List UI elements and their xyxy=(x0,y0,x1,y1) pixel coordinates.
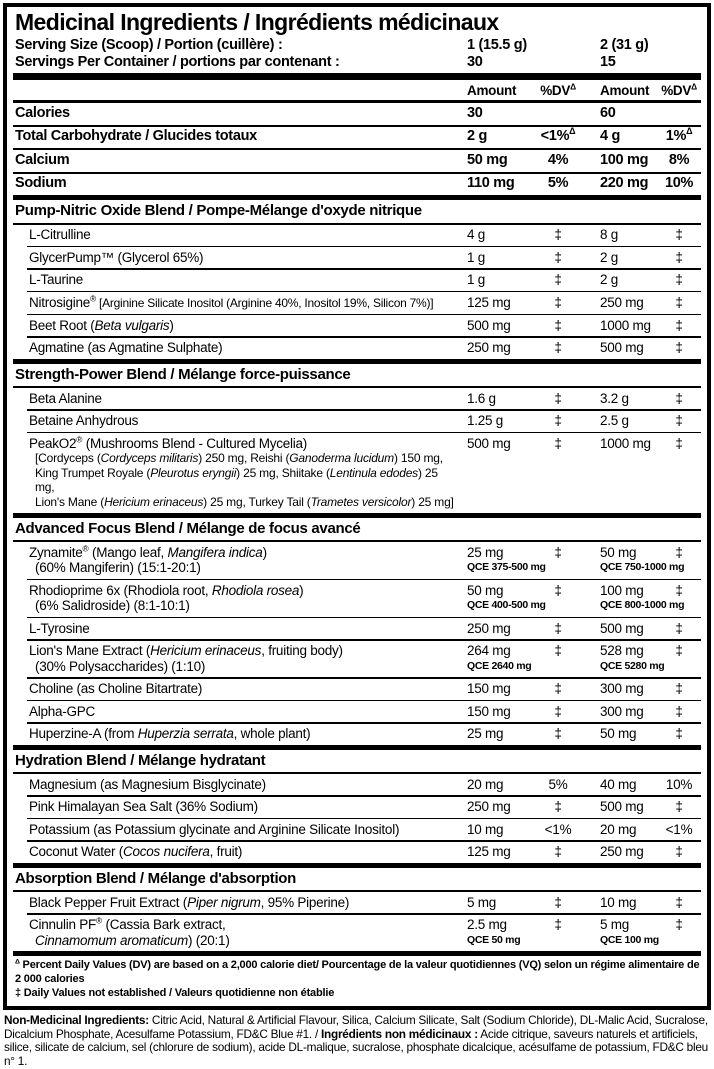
text-segment: L-Taurine xyxy=(29,272,84,288)
dv-cell-1: ‡ xyxy=(554,620,562,636)
text-segment: ) 250 mg, Reishi ( xyxy=(198,451,290,466)
ingredient-name xyxy=(29,822,457,838)
ingredient-row xyxy=(13,679,701,700)
ingredient-row xyxy=(13,411,701,432)
serving-value-1: 1 (15.5 g) xyxy=(467,36,527,53)
ingredient-name xyxy=(29,895,457,911)
ingredient-label xyxy=(13,340,457,356)
text-segment: L-Tyrosine xyxy=(29,620,90,636)
dv-cell-1 xyxy=(525,126,591,145)
dv-cell-2: ‡ xyxy=(675,249,683,265)
text-segment: [Arginine Silicate Inositol (Arginine 40%, Inositol 19%, Silicon 7%)] xyxy=(95,295,434,310)
text-segment: L-Citrulline xyxy=(29,227,91,243)
ingredient-name xyxy=(29,777,457,793)
ingredient-row xyxy=(13,892,701,913)
text-segment: ) xyxy=(169,317,174,333)
ingredient-name xyxy=(29,621,457,637)
amount-cell-1: 30 xyxy=(467,104,483,121)
dv-cell-1: ‡ xyxy=(554,272,562,288)
non-medicinal-heading: Non-Medicinal Ingredients: xyxy=(4,1012,149,1027)
text-segment: Trametes versicolor xyxy=(310,495,412,509)
ingredient-label xyxy=(13,413,457,429)
text-segment: Lion's Mane Extract ( xyxy=(29,643,151,659)
amount-cell-1: 25 mg QCE 375-500 mg xyxy=(467,544,546,574)
text-segment: GlycerPump™ (Glycerol 65%) xyxy=(29,249,204,265)
amount-cell-2: 60 xyxy=(600,104,616,121)
text-segment: , whole plant) xyxy=(233,726,311,742)
ingredient-row xyxy=(13,842,701,863)
amount-cell-2: 20 mg xyxy=(600,821,637,837)
dv-cell-2: ‡ xyxy=(675,435,683,451)
text-segment: Pink Himalayan Sea Salt (36% Sodium) xyxy=(29,799,258,815)
nutrient-label xyxy=(13,153,457,169)
amount-cell-1: 500 mg xyxy=(467,317,511,333)
serving-value-2: 2 (31 g) xyxy=(600,36,649,53)
text-segment: Coconut Water ( xyxy=(29,844,124,860)
ingredient-label xyxy=(13,436,457,510)
amount-cell-2: 2 g xyxy=(600,249,619,265)
serving-value-2: 15 xyxy=(600,53,616,70)
dv-cell-1: ‡ xyxy=(554,435,562,451)
footnote-line xyxy=(15,959,701,987)
nutrient-row xyxy=(13,127,701,148)
dv-cell-1: ‡ xyxy=(554,317,562,333)
ingredient-label xyxy=(13,621,457,637)
dv-cell-2: <1% xyxy=(665,821,693,837)
non-medicinal-body: Acide citrique, saveurs naturels et artificiels, silice, silicate de calcium, sel (chlorure de sodium), acide DL-malique, sucralose, phosphate dicalcique, acésulfame de potassium, FD&C bleu n° 1. xyxy=(4,1026,708,1069)
text-segment: Betaine Anhydrous xyxy=(29,413,139,429)
ingredient-label xyxy=(13,726,457,742)
ingredient-name xyxy=(29,227,457,243)
ingredient-sub-line xyxy=(29,451,457,466)
text-segment: Cinnamomum aromaticum xyxy=(35,932,189,948)
amount-cell-1: 1 g xyxy=(467,249,486,265)
amount-cell-1: 110 mg xyxy=(467,175,515,192)
amount-cell-1: 2 g xyxy=(467,128,488,145)
nutrient-label xyxy=(13,176,457,192)
non-medicinal-heading: Ingrédients non médicinaux : xyxy=(321,1026,478,1041)
text-segment: Rhodiola rosea xyxy=(211,582,300,598)
text-segment: Zynamite xyxy=(29,544,83,560)
text-segment: Lion's Mane ( xyxy=(35,495,105,509)
blend-header: Pump-Nitric Oxide Blend / Pompe-Mélange d'oxyde nitrique xyxy=(13,200,701,225)
ingredient-row xyxy=(13,433,701,513)
text-segment: Beet Root ( xyxy=(29,317,95,333)
footnote-line xyxy=(15,987,701,1001)
amount-cell-2: 528 mg QCE 5280 mg xyxy=(600,643,665,672)
ingredient-row xyxy=(13,247,701,268)
ingredient-name xyxy=(29,340,457,356)
amount-cell-1: 250 mg xyxy=(467,340,511,356)
text-segment: ) (20:1) xyxy=(188,932,230,948)
ingredient-row xyxy=(13,618,701,639)
amount-cell-2: 2.5 g xyxy=(600,413,629,429)
ingredient-name xyxy=(29,413,457,429)
dv-cell-1: ‡ xyxy=(554,249,562,265)
text-segment: (Cassia Bark extract, xyxy=(101,917,226,933)
ingredient-name xyxy=(29,799,457,815)
dv-cell-1: ‡ xyxy=(554,413,562,429)
ingredient-name-line2 xyxy=(29,659,457,675)
blend-header: Hydration Blend / Mélange hydratant xyxy=(13,750,701,775)
text-segment: Huperzia serrata xyxy=(137,726,234,742)
text-segment: ® xyxy=(76,434,83,445)
ingredient-row xyxy=(13,270,701,291)
amount-cell-2: 100 mg QCE 800-1000 mg xyxy=(600,582,685,612)
dv-cell-2: ‡ xyxy=(675,544,683,560)
dv-cell-2: ‡ xyxy=(675,413,683,429)
text-segment: ) xyxy=(262,544,267,560)
text-segment: Ganoderma lucidum xyxy=(289,451,394,466)
amount-cell-1: 1 g xyxy=(467,272,486,288)
dv-cell-2: 8% xyxy=(668,151,690,168)
amount-cell-2: 250 mg xyxy=(600,294,644,310)
text-segment: Piper nigrum xyxy=(187,894,261,910)
ingredient-label xyxy=(13,799,457,815)
amount-cell-1: 50 mg QCE 400-500 mg xyxy=(467,582,546,612)
dv-cell-2: ‡ xyxy=(675,681,683,697)
amount-cell-1: 20 mg xyxy=(467,776,504,792)
text-segment: (Mango leaf, xyxy=(88,544,168,560)
text-segment: King Trumpet Royale ( xyxy=(35,465,151,480)
amount-cell-2: 4 g xyxy=(600,128,621,145)
text-segment: Nitrosigine xyxy=(29,294,91,310)
ingredient-label xyxy=(13,583,457,614)
ingredient-label xyxy=(13,681,457,697)
ingredient-label xyxy=(13,318,457,334)
ingredient-row xyxy=(13,338,701,359)
qce-note-2: QCE 800-1000 mg xyxy=(600,599,685,612)
dv-cell-1: ‡ xyxy=(554,799,562,815)
dv-cell-1: ‡ xyxy=(554,390,562,406)
dv-cell-2: ‡ xyxy=(675,620,683,636)
amount-cell-2: 250 mg xyxy=(600,844,644,860)
ingredient-name xyxy=(29,545,457,561)
text-segment: ) 25 mg, Shiitake ( xyxy=(236,465,330,480)
amount-cell-2: 1000 mg xyxy=(600,317,651,333)
text-segment: Calories xyxy=(15,104,70,121)
ingredient-name xyxy=(29,726,457,742)
amount-cell-2: 300 mg xyxy=(600,703,644,719)
nutrient-row xyxy=(13,174,701,195)
dv-cell-1: ‡ xyxy=(554,844,562,860)
qce-note-2: QCE 100 mg xyxy=(600,933,659,946)
ingredient-name-line2 xyxy=(29,560,457,576)
text-segment: Agmatine (as Agmatine Sulphate) xyxy=(29,340,223,356)
ingredient-label xyxy=(13,545,457,576)
text-segment: ) 25 mg, xyxy=(35,465,438,495)
ingredient-label xyxy=(13,643,457,674)
text-segment: Potassium (as Potassium glycinate and Arginine Silicate Inositol) xyxy=(29,821,400,837)
serving-info xyxy=(13,37,701,71)
ingredient-row xyxy=(13,641,701,678)
text-segment: ) 25 mg, Turkey Tail ( xyxy=(203,495,311,509)
ingredient-row xyxy=(13,724,701,745)
text-segment: (6% Salidroside) (8:1-10:1) xyxy=(35,598,190,614)
dv-cell-2: 10% xyxy=(664,175,694,192)
serving-label: Servings Per Container / portions par contenant : xyxy=(15,53,340,70)
text-segment: ) 25 mg] xyxy=(411,495,454,509)
amount-cell-2: 300 mg xyxy=(600,681,644,697)
ingredient-label xyxy=(13,777,457,793)
dv-cell-1: 4% xyxy=(547,151,569,168)
dv-cell-2 xyxy=(653,126,701,145)
macro-nutrient-rows xyxy=(13,103,701,195)
serving-label: Serving Size (Scoop) / Portion (cuillère) : xyxy=(15,36,283,53)
dv-cell-2: ‡ xyxy=(675,917,683,933)
dv-cell-2: ‡ xyxy=(675,227,683,243)
ingredient-name-line2 xyxy=(29,933,457,949)
text-segment: Pleurotus eryngii xyxy=(150,465,237,480)
ingredient-label xyxy=(13,917,457,948)
footnotes xyxy=(13,956,701,1001)
dv-cell-1: ‡ xyxy=(554,703,562,719)
ingredient-row xyxy=(13,542,701,579)
dv-cell-1: ‡ xyxy=(554,894,562,910)
column-header-row xyxy=(13,80,701,100)
text-segment: Choline (as Choline Bitartrate) xyxy=(29,681,203,697)
dv-cell-1: 5% xyxy=(548,776,568,792)
amount-cell-2: 500 mg xyxy=(600,340,644,356)
text-segment: Beta vulgaris xyxy=(94,317,170,333)
amount-cell-2: 10 mg xyxy=(600,894,637,910)
amount-cell-1: 2.5 mg QCE 50 mg xyxy=(457,917,525,946)
ingredient-name xyxy=(29,318,457,334)
ingredient-name xyxy=(29,391,457,407)
amount-cell-1: 500 mg xyxy=(467,435,511,451)
amount-cell-2: 8 g xyxy=(600,227,619,243)
amount-cell-2: 2 g xyxy=(600,272,619,288)
dv-cell-1: 5% xyxy=(547,175,569,192)
text-segment: ) xyxy=(299,582,304,598)
text-segment: (Mushrooms Blend - Cultured Mycelia) xyxy=(82,435,308,451)
ingredient-name xyxy=(29,704,457,720)
text-segment: Calcium xyxy=(15,151,70,168)
text-segment: Cordyceps militaris xyxy=(100,451,199,466)
text-segment: , fruit) xyxy=(209,844,243,860)
text-segment: 1% xyxy=(665,128,687,145)
text-segment: Cinnulin PF xyxy=(29,917,97,933)
footnote-text: Percent Daily Values (DV) are based on a 2,000 calorie diet/ Pourcentage de la valeur quotidiennes (VQ) selon un régime alimentaire de 2 000 calories xyxy=(15,959,700,986)
text-segment: , fruiting body) xyxy=(261,643,343,659)
dv-cell-2: ‡ xyxy=(675,582,683,598)
ingredient-name xyxy=(29,272,457,288)
dv-cell-2: 10% xyxy=(665,776,693,792)
amount-cell-1: 125 mg xyxy=(467,844,511,860)
amount-cell-2: 50 mg QCE 750-1000 mg xyxy=(600,544,685,574)
ingredient-name xyxy=(29,436,457,452)
text-segment: Lentinula edodes xyxy=(329,465,418,480)
non-medicinal-text xyxy=(3,1010,711,1069)
text-segment: Alpha-GPC xyxy=(29,703,96,719)
dv-cell-1: ‡ xyxy=(554,294,562,310)
dv-cell-1: ‡ xyxy=(554,643,562,659)
amount-cell-1: 4 g xyxy=(467,227,486,243)
dv-cell-1: ‡ xyxy=(554,227,562,243)
dv-cell-2: ‡ xyxy=(675,340,683,356)
dv-cell-2: ‡ xyxy=(675,799,683,815)
amount-cell-1: 250 mg xyxy=(467,620,511,636)
ingredient-name-line2 xyxy=(29,598,457,614)
qce-note-2: QCE 750-1000 mg xyxy=(600,561,685,574)
ingredient-row xyxy=(13,292,701,313)
ingredient-name xyxy=(29,917,457,933)
ingredient-row xyxy=(13,915,701,952)
dv-cell-2: ‡ xyxy=(675,294,683,310)
text-segment: (60% Mangiferin) (15:1-20:1) xyxy=(35,560,201,576)
text-segment: <1% xyxy=(540,128,570,145)
divider-thick xyxy=(13,73,701,80)
ingredient-label xyxy=(13,895,457,911)
amount-cell-2: 40 mg xyxy=(600,776,637,792)
text-segment: Δ xyxy=(569,126,576,137)
amount-cell-2: 500 mg xyxy=(600,799,644,815)
amount-cell-2: 220 mg xyxy=(600,175,649,192)
ingredient-label xyxy=(13,704,457,720)
amount-cell-1: 150 mg xyxy=(467,703,511,719)
amount-cell-1: 5 mg xyxy=(467,894,497,910)
qce-note-2: QCE 5280 mg xyxy=(600,659,665,672)
amount-cell-1: 264 mg QCE 2640 mg xyxy=(467,643,532,672)
amount-cell-1: 125 mg xyxy=(467,294,511,310)
text-segment: Black Pepper Fruit Extract ( xyxy=(29,894,188,910)
dv-cell-1: ‡ xyxy=(554,544,562,560)
nutrient-row xyxy=(13,103,701,124)
ingredient-label xyxy=(13,295,457,311)
ingredient-row xyxy=(13,580,701,617)
amount-cell-2: 100 mg xyxy=(600,151,649,168)
ingredient-sub-line xyxy=(29,495,457,510)
qce-note-1: QCE 50 mg xyxy=(467,933,521,946)
serving-row xyxy=(13,37,701,54)
text-segment: Cocos nucifera xyxy=(123,844,210,860)
amount-cell-1: 10 mg xyxy=(467,821,504,837)
footnote-marker: Δ xyxy=(15,958,20,966)
ingredient-name xyxy=(29,681,457,697)
medicinal-ingredients-panel xyxy=(3,3,711,1010)
column-header-dv-1: $\%DV^\Delta$ xyxy=(540,81,576,99)
dv-cell-2: ‡ xyxy=(675,643,683,659)
qce-note-1: QCE 400-500 mg xyxy=(467,599,546,612)
amount-cell-1: 25 mg xyxy=(467,726,504,742)
dv-cell-2: ‡ xyxy=(675,703,683,719)
dv-cell-2: ‡ xyxy=(675,390,683,406)
footnote-text: Daily Values not established / Valeurs quotidienne non établie xyxy=(20,986,335,999)
text-segment: ® xyxy=(90,293,96,304)
ingredient-label xyxy=(13,227,457,243)
amount-cell-1: 150 mg xyxy=(467,681,511,697)
blend-header: Advanced Focus Blend / Mélange de focus avancé xyxy=(13,518,701,543)
amount-cell-1: 1.25 g xyxy=(467,413,504,429)
amount-cell-2: 1000 mg xyxy=(600,435,651,451)
ingredient-row xyxy=(13,774,701,795)
serving-value-1: 30 xyxy=(467,53,483,70)
ingredient-label xyxy=(13,844,457,860)
amount-cell-2: 3.2 g xyxy=(600,390,629,406)
text-segment: ® xyxy=(82,543,89,554)
blend-header: Strength-Power Blend / Mélange force-puissance xyxy=(13,364,701,389)
text-segment: [Cordyceps ( xyxy=(35,451,101,466)
blend-header: Absorption Blend / Mélange d'absorption xyxy=(13,868,701,893)
text-segment: Magnesium (as Magnesium Bisglycinate) xyxy=(29,776,266,792)
dv-cell-1: ‡ xyxy=(554,340,562,356)
ingredient-row xyxy=(13,315,701,336)
dv-cell-1: ‡ xyxy=(554,726,562,742)
text-segment: Total Carbohydrate / Glucides totaux xyxy=(15,128,257,145)
blend-sections xyxy=(13,195,701,951)
dv-cell-1: ‡ xyxy=(554,582,562,598)
non-medicinal-body: Citric Acid, Natural & Artificial Flavour, Silica, Calcium Silicate, Salt (Sodium Chloride), DL-Malic Acid, Sucralose, Dicalcium Phosphate, Acesulfame Potassium, FD&C Blue #1. / xyxy=(4,1012,708,1041)
ingredient-name xyxy=(29,295,457,311)
ingredient-label xyxy=(13,272,457,288)
dv-cell-2: ‡ xyxy=(675,272,683,288)
qce-note-1: QCE 2640 mg xyxy=(467,659,532,672)
dv-cell-1: ‡ xyxy=(554,681,562,697)
ingredient-row xyxy=(13,225,701,246)
nutrient-label xyxy=(13,129,457,145)
column-header-dv-2: $\%DV^\Delta$ xyxy=(661,81,697,99)
qce-note-1: QCE 375-500 mg xyxy=(467,561,546,574)
ingredient-name xyxy=(29,844,457,860)
column-header-amount-1: Amount xyxy=(467,83,517,99)
ingredient-name xyxy=(29,643,457,659)
text-segment: Rhodioprime 6x (Rhodiola root, xyxy=(29,582,212,598)
ingredient-row xyxy=(13,819,701,840)
amount-cell-1: 250 mg xyxy=(467,799,511,815)
text-segment: ® xyxy=(96,915,102,926)
text-segment: Beta Alanine xyxy=(29,390,102,406)
ingredient-sub-line xyxy=(29,466,457,495)
dv-cell-1: <1% xyxy=(544,821,572,837)
nutrient-row xyxy=(13,150,701,171)
ingredient-row xyxy=(13,388,701,409)
text-segment: (30% Polysaccharides) (1:10) xyxy=(35,658,206,674)
text-segment: Δ xyxy=(686,126,693,137)
text-segment: Hericium erinaceus xyxy=(104,495,204,509)
ingredient-label xyxy=(13,250,457,266)
amount-cell-1: 50 mg xyxy=(467,151,508,168)
ingredient-label xyxy=(13,391,457,407)
panel-title: Medicinal Ingredients / Ingrédients médicinaux xyxy=(15,9,499,35)
ingredient-row xyxy=(13,701,701,722)
serving-row xyxy=(13,54,701,71)
text-segment: ) 150 mg, xyxy=(393,451,443,466)
dv-cell-1: ‡ xyxy=(554,917,562,933)
text-segment: Huperzine-A (from xyxy=(29,726,138,742)
ingredient-name xyxy=(29,250,457,266)
text-segment: , 95% Piperine) xyxy=(260,894,350,910)
amount-cell-2: 50 mg xyxy=(600,726,637,742)
amount-cell-1: 1.6 g xyxy=(467,390,496,406)
amount-cell-2: 500 mg xyxy=(600,620,644,636)
text-segment: Mangifera indica xyxy=(167,544,263,560)
column-header-amount-2: Amount xyxy=(600,83,650,99)
amount-cell-2: 5 mg QCE 100 mg xyxy=(600,917,659,946)
text-segment: Hericium erinaceus xyxy=(150,643,262,659)
ingredient-name xyxy=(29,583,457,599)
text-segment: PeakO2 xyxy=(29,435,77,451)
dv-cell-2: ‡ xyxy=(675,726,683,742)
dv-cell-2: ‡ xyxy=(675,894,683,910)
dv-cell-2: ‡ xyxy=(675,317,683,333)
text-segment: Sodium xyxy=(15,175,67,192)
ingredient-row xyxy=(13,797,701,818)
nutrient-label xyxy=(13,106,457,122)
dv-cell-2: ‡ xyxy=(675,844,683,860)
footnote-marker: ‡ xyxy=(15,986,21,999)
ingredient-label xyxy=(13,822,457,838)
